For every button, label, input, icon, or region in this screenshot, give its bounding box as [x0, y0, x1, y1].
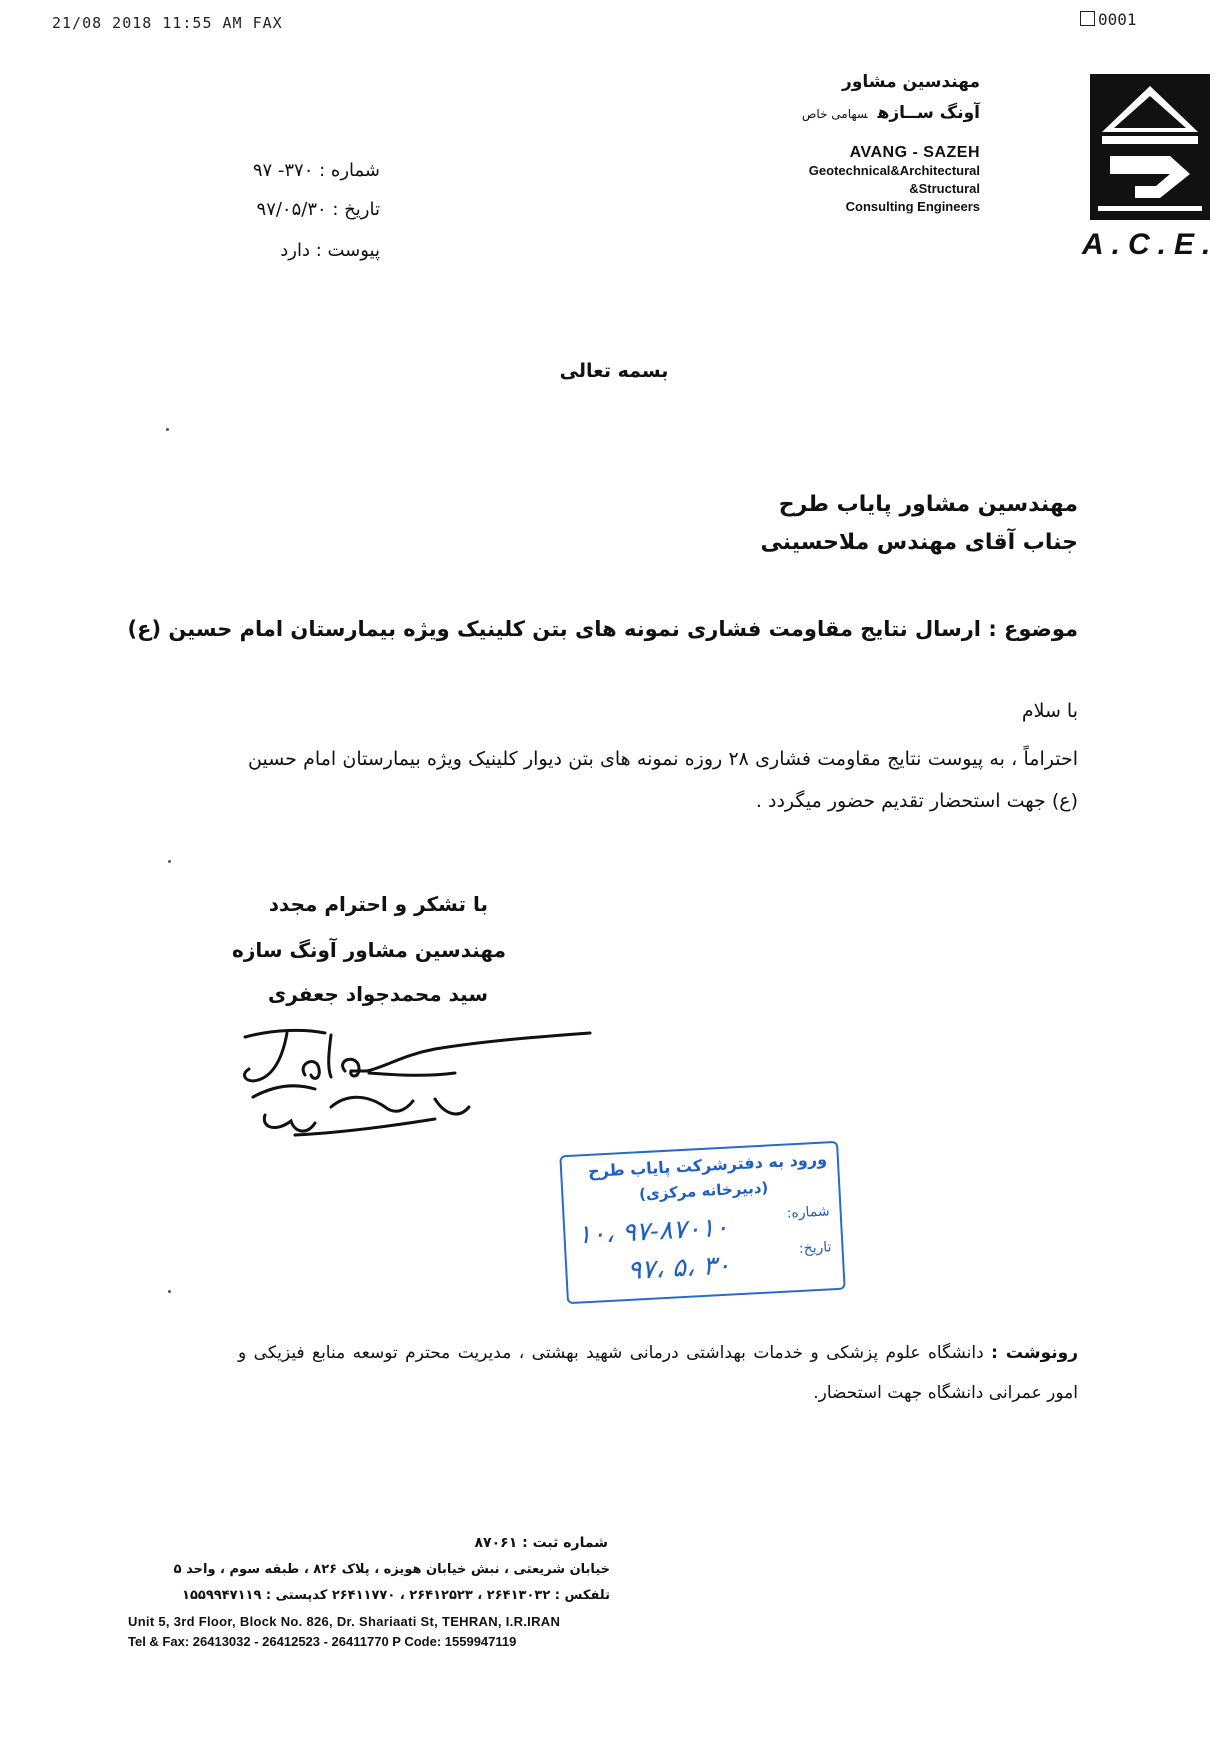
- reception-stamp: [559, 1141, 845, 1304]
- cc-label: رونوشت :: [991, 1343, 1079, 1363]
- scan-speck: [168, 1290, 171, 1293]
- fax-header: 21/08 2018 11:55 AM FAX: [52, 14, 283, 32]
- letterhead-en-line2: Geotechnical&Architectural: [808, 163, 980, 178]
- letter-date: تاریخ : ۹۷/۰۵/۳۰: [256, 199, 380, 220]
- footer-address-en: Unit 5, 3rd Floor, Block No. 826, Dr. Shariaati St, TEHRAN, I.R.IRAN: [128, 1614, 561, 1629]
- letterhead-abbr: A.C.E.: [1082, 228, 1219, 261]
- recipient-person: جناب آقای مهندس ملاحسینی: [760, 530, 1078, 555]
- letterhead-en-name: AVANG - SAZEH: [849, 144, 980, 161]
- letterhead-en: [809, 144, 980, 216]
- handwritten-signature: [235, 1015, 595, 1159]
- letterhead-company-type: سهامی خاص: [801, 107, 868, 121]
- stamp-date-value: ۹۷، ۵، ۳۰: [626, 1250, 732, 1286]
- recipient-company: مهندسین مشاور پایاب طرح: [778, 492, 1078, 517]
- letterhead-en-line4: Consulting Engineers: [845, 199, 980, 214]
- registration-number: شماره ثبت : ۸۷۰۶۱: [474, 1535, 608, 1551]
- footer-phones-fa: تلفکس : ۲۶۴۱۳۰۳۲ ، ۲۶۴۱۲۵۲۳ ، ۲۶۴۱۱۷۷۰ کدپستی : ۱۵۵۹۹۴۷۱۱۹: [182, 1588, 610, 1603]
- letter-attachment: پیوست : دارد: [280, 240, 380, 261]
- company-logo-icon: [1090, 74, 1210, 224]
- fax-icon: [1080, 11, 1095, 26]
- scan-speck: [168, 860, 171, 863]
- stamp-subtitle: (دبیرخانه مرکزی): [638, 1178, 769, 1204]
- footer-phones-en: Tel & Fax: 26413032 - 26412523 - 26411770 P Code: 1559947119: [128, 1634, 517, 1649]
- subject-line: موضوع : ارسال نتایج مقاومت فشاری نمونه های بتن کلینیک ویژه بیمارستان امام حسین (ع): [127, 617, 1078, 641]
- stamp-title: ورود به دفترشرکت پایاب طرح: [587, 1149, 828, 1181]
- body-paragraph: احتراماً ، به پیوست نتایج مقاومت فشاری ۲۸ روزه نمونه های بتن دیوار کلینیک ویژه بیمارستان امام حسین (ع) جهت استحضار تقدیم حضور میگردد .: [248, 748, 1078, 812]
- cc-text: دانشگاه علوم پزشکی و خدمات بهداشتی درمانی شهید بهشتی ، مدیریت محترم توسعه منابع فیزیکی و امور عمرانی دانشگاه جهت استحضار.: [238, 1343, 1078, 1403]
- letterhead-company-fa: آونگ ســازه: [877, 103, 980, 123]
- stamp-date-label: تاریخ:: [798, 1239, 832, 1257]
- invocation: بسمه تعالی: [559, 360, 669, 382]
- letter-number: شماره : ۳۷۰- ۹۷: [252, 160, 380, 181]
- stamp-number-label: شماره:: [786, 1203, 831, 1222]
- scan-speck: [166, 428, 169, 431]
- stamp-number-value: ۱۰، ۹۷-۸۷۰۱۰: [576, 1212, 730, 1251]
- page-number-value: 0001: [1098, 10, 1137, 29]
- cc-paragraph: [238, 1333, 1078, 1413]
- signatory-name: سید محمدجواد جعفری: [267, 982, 488, 1006]
- page-number: [1080, 10, 1137, 29]
- closing-line2: مهندسین مشاور آونگ سازه: [232, 938, 506, 962]
- letterhead-fa-line2: [802, 103, 980, 123]
- letterhead-en-line3: &Structural: [909, 181, 980, 196]
- footer-address-fa: خیابان شریعتی ، نبش خیابان هویزه ، پلاک ۸۲۶ ، طبقه سوم ، واحد ۵: [173, 1562, 610, 1577]
- letterhead-fa-line1: مهندسین مشاور: [842, 72, 980, 92]
- greeting: با سلام: [1021, 700, 1078, 722]
- closing-line1: با تشکر و احترام مجدد: [268, 892, 488, 916]
